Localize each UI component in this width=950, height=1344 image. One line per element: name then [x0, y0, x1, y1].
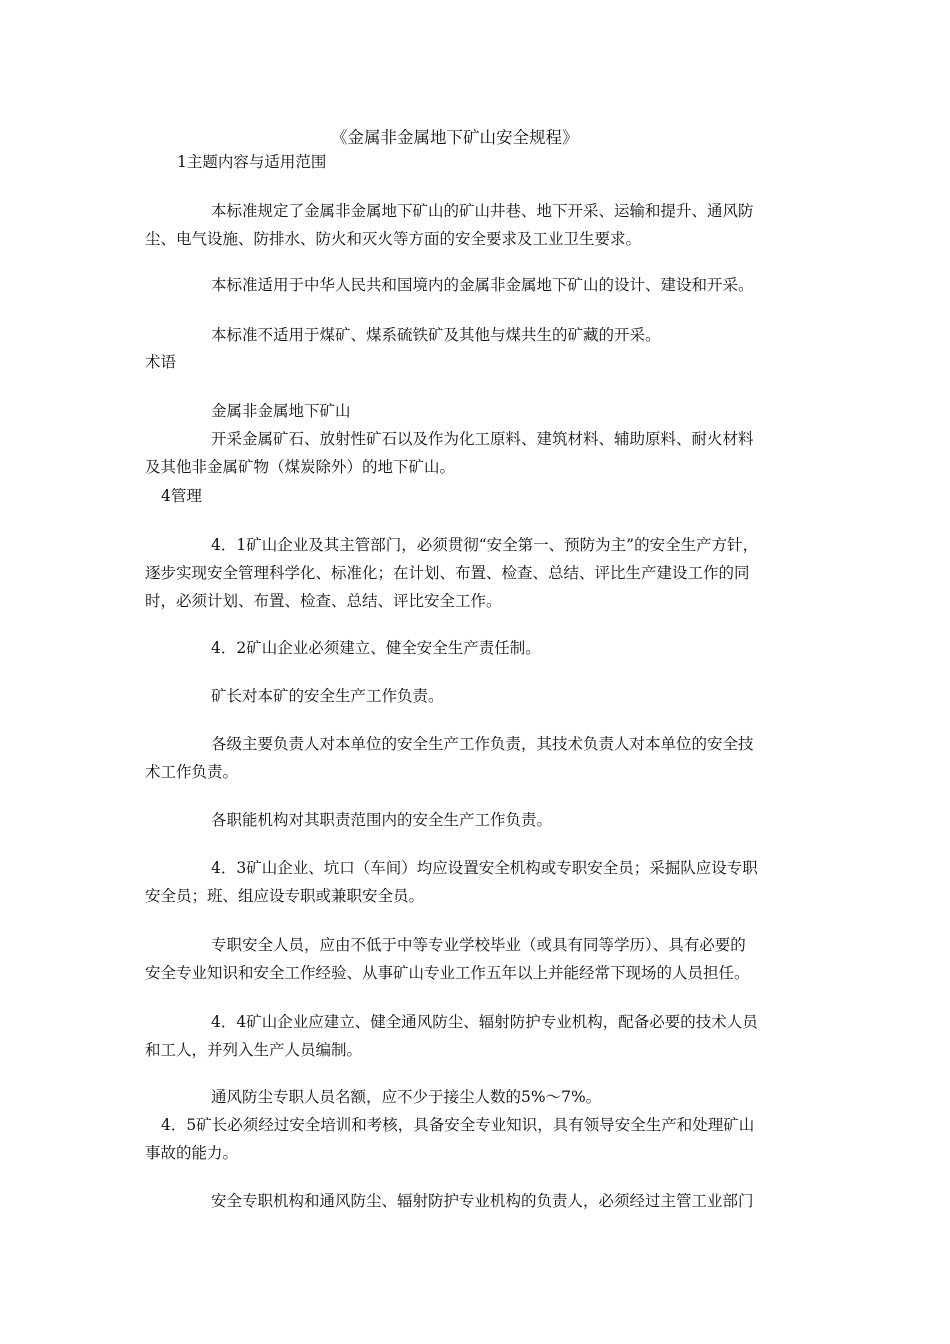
- term-name: 金属非金属地下矿山: [211, 402, 351, 420]
- paragraph-line: 4．5矿长必须经过安全培训和考核，具备安全专业知识，具有领导安全生产和处理矿山: [161, 1116, 755, 1134]
- paragraph-line: 时，必须计划、布置、检查、总结、评比安全工作。: [145, 592, 502, 610]
- paragraph-line: 通风防尘专职人员名额，应不少于接尘人数的5%～7%。: [211, 1088, 602, 1106]
- paragraph-line: 安全员；班、组应设专职或兼职安全员。: [145, 887, 425, 905]
- paragraph-line: 逐步实现安全管理科学化、标准化；在计划、布置、检查、总结、评比生产建设工作的同: [145, 564, 750, 582]
- paragraph-line: 专职安全人员，应由不低于中等专业学校毕业（或具有同等学历）、具有必要的: [211, 936, 746, 954]
- paragraph-line: 4．2矿山企业必须建立、健全安全生产责任制。: [211, 639, 541, 657]
- paragraph-line: 开采金属矿石、放射性矿石以及作为化工原料、建筑材料、辅助原料、耐火材料: [211, 430, 754, 448]
- section-heading: 4管理: [161, 487, 202, 505]
- paragraph-line: 本标准不适用于煤矿、煤系硫铁矿及其他与煤共生的矿藏的开采。: [211, 326, 661, 344]
- paragraph-line: 事故的能力。: [145, 1144, 239, 1162]
- paragraph-line: 本标准规定了金属非金属地下矿山的矿山井巷、地下开采、运输和提升、通风防: [211, 202, 754, 220]
- document-title: 《金属非金属地下矿山安全规程》: [331, 128, 579, 147]
- paragraph-line: 安全专职机构和通风防尘、辐射防护专业机构的负责人，必须经过主管工业部门: [211, 1192, 754, 1210]
- paragraph-line: 安全专业知识和安全工作经验、从事矿山专业工作五年以上并能经常下现场的人员担任。: [145, 964, 750, 982]
- section-heading: 术语: [145, 353, 177, 371]
- paragraph-line: 本标准适用于中华人民共和国境内的金属非金属地下矿山的设计、建设和开采。: [211, 276, 754, 294]
- paragraph-line: 各职能机构对其职责范围内的安全生产工作负责。: [211, 811, 553, 829]
- paragraph-line: 4．1矿山企业及其主管部门，必须贯彻“安全第一、预防为主”的安全生产方针，: [211, 536, 759, 554]
- paragraph-line: 及其他非金属矿物（煤炭除外）的地下矿山。: [145, 458, 456, 476]
- paragraph-line: 4．4矿山企业应建立、健全通风防尘、辐射防护专业机构，配备必要的技术人员: [211, 1013, 758, 1031]
- paragraph-line: 4．3矿山企业、坑口（车间）均应设置安全机构或专职安全员；采掘队应设专职: [211, 859, 758, 877]
- section-heading: 1主题内容与适用范围: [177, 153, 327, 171]
- paragraph-line: 矿长对本矿的安全生产工作负责。: [211, 687, 444, 705]
- paragraph-line: 术工作负责。: [145, 763, 239, 781]
- paragraph-line: 尘、电气设施、防排水、防火和灭火等方面的安全要求及工业卫生要求。: [145, 230, 642, 248]
- paragraph-line: 各级主要负责人对本单位的安全生产工作负责，其技术负责人对本单位的安全技: [211, 735, 754, 753]
- paragraph-line: 和工人，并列入生产人员编制。: [145, 1041, 363, 1059]
